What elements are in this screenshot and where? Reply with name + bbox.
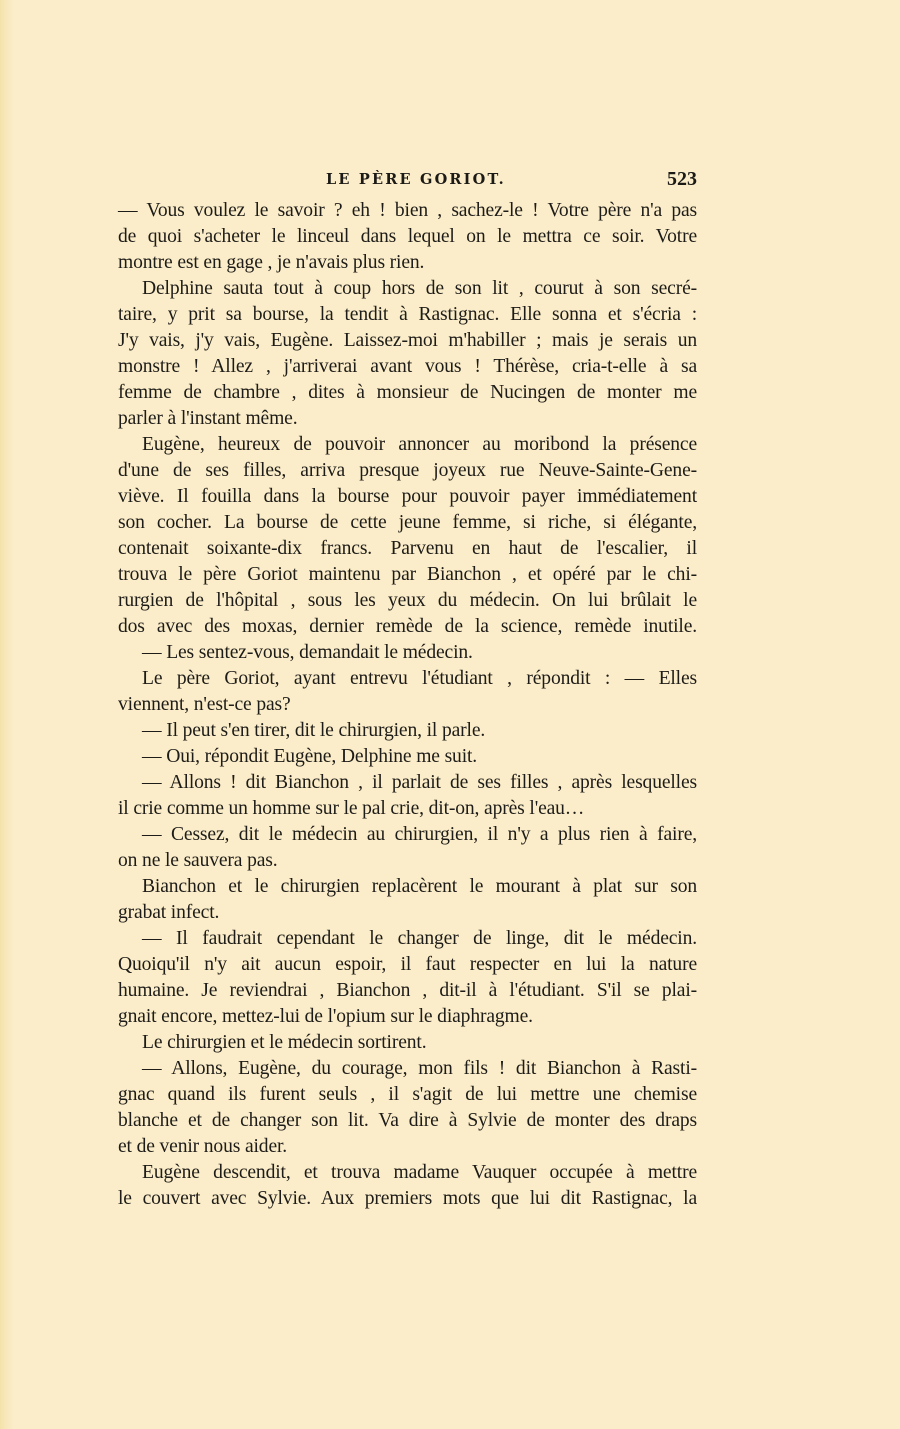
- text-line: dos avec des moxas, dernier remède de la science, remède inutile.: [118, 616, 697, 637]
- paragraph: [118, 1160, 697, 1212]
- paragraph: [118, 718, 697, 744]
- text-line: — Il faudrait cependant le changer de linge, dit le médecin.: [142, 928, 697, 949]
- text-line: Le père Goriot, ayant entrevu l'étudiant , répondit : — Elles: [142, 668, 697, 689]
- text-line: on ne le sauvera pas.: [118, 850, 278, 871]
- text-line: — Vous voulez le savoir ? eh ! bien , sachez-le ! Votre père n'a pas: [118, 200, 697, 221]
- running-title: LE PÈRE GORIOT.: [326, 171, 506, 188]
- text-line: Eugène, heureux de pouvoir annoncer au moribond la présence: [142, 434, 697, 455]
- page-header: [118, 168, 697, 194]
- text-line: — Allons, Eugène, du courage, mon fils ! dit Bianchon à Rasti-: [142, 1058, 697, 1079]
- text-line: contenait soixante-dix francs. Parvenu en haut de l'escalier, il: [118, 538, 697, 559]
- text-line: — Oui, répondit Eugène, Delphine me suit.: [142, 746, 478, 767]
- text-line: — Cessez, dit le médecin au chirurgien, il n'y a plus rien à faire,: [142, 824, 697, 845]
- text-line: Delphine sauta tout à coup hors de son lit , courut à son secré-: [142, 278, 697, 299]
- text-line: parler à l'instant même.: [118, 408, 298, 429]
- paragraph: [118, 770, 697, 822]
- paragraph: [118, 1056, 697, 1160]
- page-number: 523: [667, 168, 697, 190]
- text-line: humaine. Je reviendrai , Bianchon , dit-il à l'étudiant. S'il se plai-: [118, 980, 697, 1001]
- paragraph: [118, 432, 697, 640]
- text-line: — Les sentez-vous, demandait le médecin.: [142, 642, 473, 663]
- text-line: montre est en gage , je n'avais plus rien.: [118, 252, 425, 273]
- paragraph: [118, 822, 697, 874]
- paragraph: [118, 198, 697, 276]
- paragraph: [118, 1030, 697, 1056]
- text-line: taire, y prit sa bourse, la tendit à Rastignac. Elle sonna et s'écria :: [118, 304, 697, 325]
- paragraph: [118, 276, 697, 432]
- text-line: trouva le père Goriot maintenu par Bianchon , et opéré par le chi-: [118, 564, 697, 585]
- text-line: Le chirurgien et le médecin sortirent.: [142, 1032, 427, 1053]
- text-line: monstre ! Allez , j'arriverai avant vous ! Thérèse, cria-t-elle à sa: [118, 356, 697, 377]
- paragraph: [118, 640, 697, 666]
- paragraph: [118, 874, 697, 926]
- text-line: son cocher. La bourse de cette jeune femme, si riche, si élégante,: [118, 512, 697, 533]
- body-text: [118, 198, 697, 1212]
- text-line: J'y vais, j'y vais, Eugène. Laissez-moi m'habiller ; mais je serais un: [118, 330, 697, 351]
- text-line: Eugène descendit, et trouva madame Vauquer occupée à mettre: [142, 1162, 697, 1183]
- text-line: — Il peut s'en tirer, dit le chirurgien, il parle.: [142, 720, 486, 741]
- text-line: rurgien de l'hôpital , sous les yeux du médecin. On lui brûlait le: [118, 590, 697, 611]
- paragraph: [118, 666, 697, 718]
- text-line: femme de chambre , dites à monsieur de Nucingen de monter me: [118, 382, 697, 403]
- paragraph: [118, 926, 697, 1030]
- text-line: et de venir nous aider.: [118, 1136, 288, 1157]
- text-line: viennent, n'est-ce pas?: [118, 694, 291, 715]
- text-line: il crie comme un homme sur le pal crie, dit-on, après l'eau…: [118, 798, 585, 819]
- text-line: viève. Il fouilla dans la bourse pour pouvoir payer immédiatement: [118, 486, 697, 507]
- text-line: blanche et de changer son lit. Va dire à Sylvie de monter des draps: [118, 1110, 697, 1131]
- text-line: Bianchon et le chirurgien replacèrent le mourant à plat sur son: [142, 876, 697, 897]
- text-line: gnac quand ils furent seuls , il s'agit de lui mettre une chemise: [118, 1084, 697, 1105]
- text-line: gnait encore, mettez-lui de l'opium sur le diaphragme.: [118, 1006, 533, 1027]
- text-line: d'une de ses filles, arriva presque joyeux rue Neuve-Sainte-Gene-: [118, 460, 697, 481]
- text-line: — Allons ! dit Bianchon , il parlait de ses filles , après lesquelles: [142, 772, 697, 793]
- text-line: le couvert avec Sylvie. Aux premiers mots que lui dit Rastignac, la: [118, 1188, 697, 1209]
- paragraph: [118, 744, 697, 770]
- text-line: de quoi s'acheter le linceul dans lequel on le mettra ce soir. Votre: [118, 226, 697, 247]
- text-line: grabat infect.: [118, 902, 220, 923]
- text-line: Quoiqu'il n'y ait aucun espoir, il faut respecter en lui la nature: [118, 954, 697, 975]
